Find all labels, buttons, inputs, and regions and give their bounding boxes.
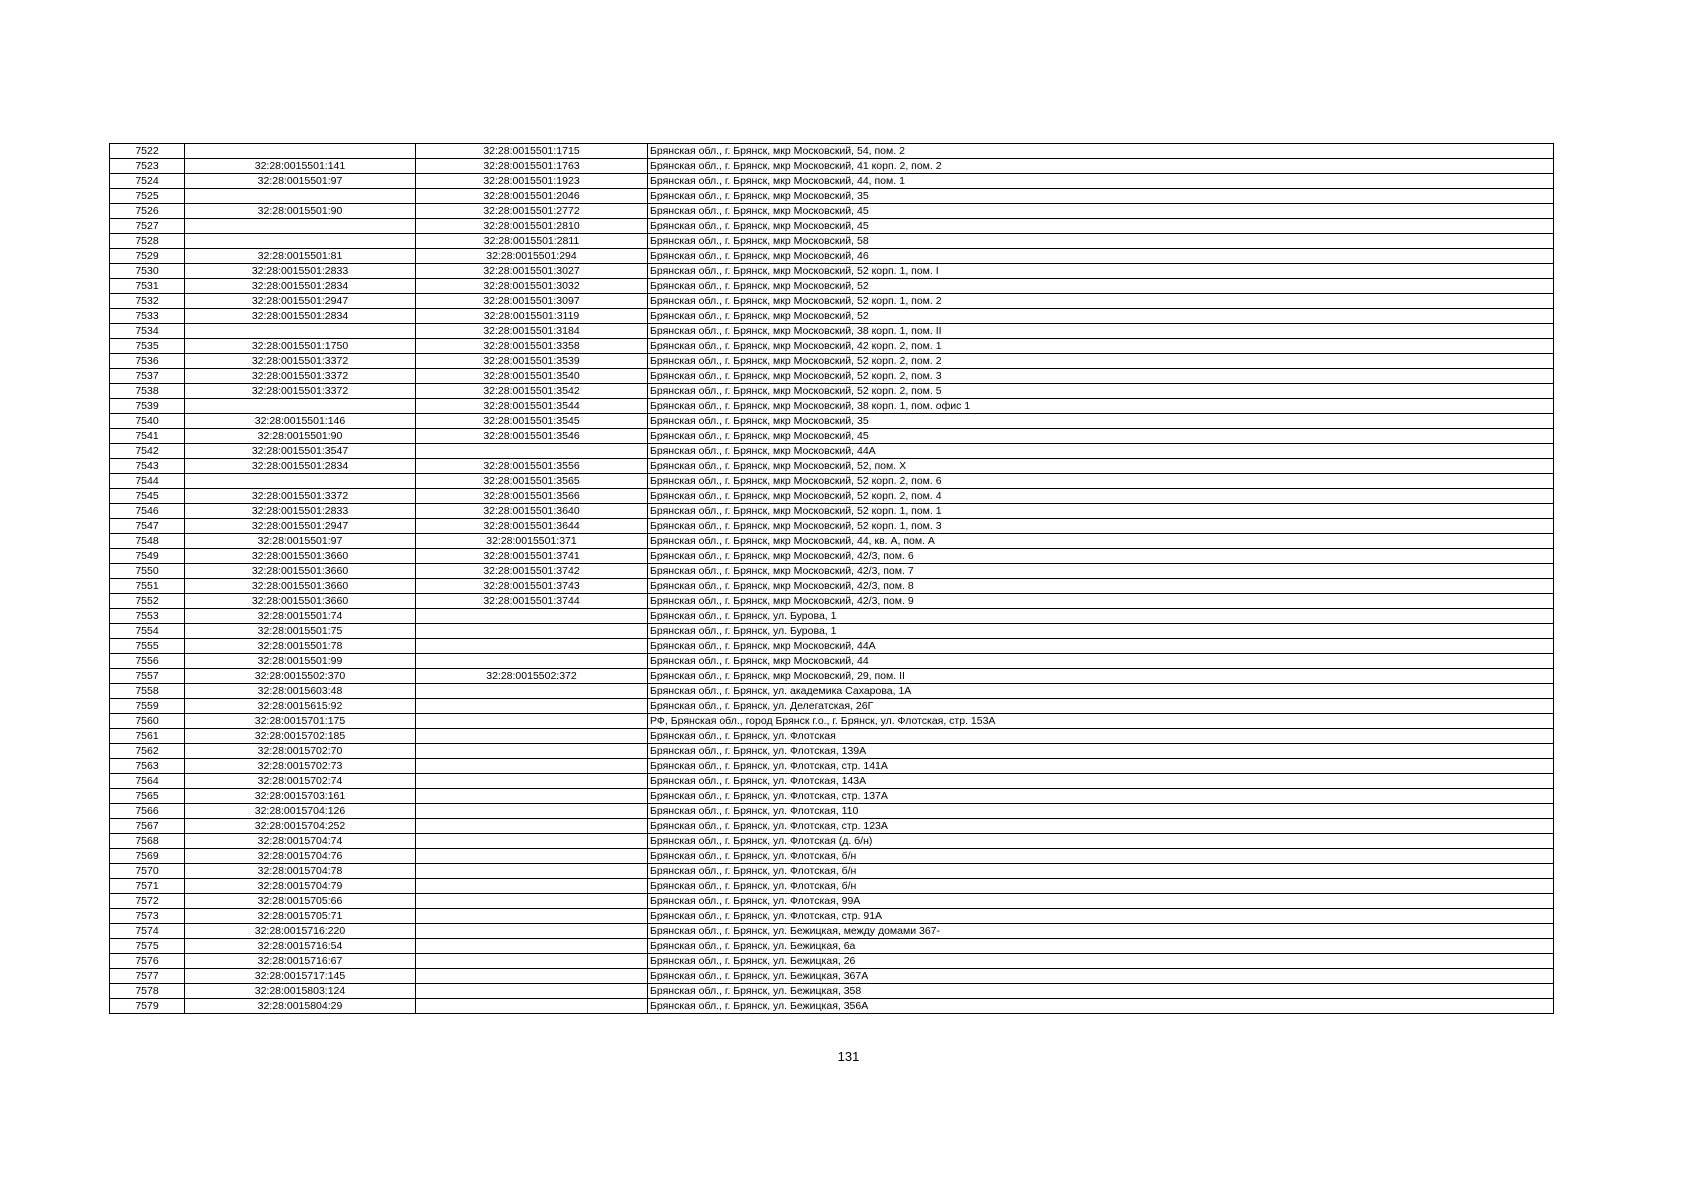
row-number-cell: 7528 — [110, 234, 185, 249]
table-row — [110, 654, 1554, 669]
table-row — [110, 564, 1554, 579]
row-number-cell: 7549 — [110, 549, 185, 564]
address-cell: Брянская обл., г. Брянск, мкр Московский, 52 корп. 1, пом. 3 — [648, 519, 1554, 534]
object-number-cell — [416, 864, 648, 879]
cadastral-number-cell: 32:28:0015702:185 — [185, 729, 416, 744]
address-cell: Брянская обл., г. Брянск, мкр Московский, 44А — [648, 444, 1554, 459]
cadastral-number-cell: 32:28:0015501:78 — [185, 639, 416, 654]
object-number-cell — [416, 969, 648, 984]
table-row — [110, 819, 1554, 834]
address-cell: Брянская обл., г. Брянск, мкр Московский, 52 корп. 1, пом. I — [648, 264, 1554, 279]
object-number-cell: 32:28:0015501:3184 — [416, 324, 648, 339]
row-number-cell: 7539 — [110, 399, 185, 414]
table-row — [110, 399, 1554, 414]
cadastral-number-cell: 32:28:0015501:75 — [185, 624, 416, 639]
object-number-cell: 32:28:0015501:3540 — [416, 369, 648, 384]
object-number-cell: 32:28:0015502:372 — [416, 669, 648, 684]
row-number-cell: 7533 — [110, 309, 185, 324]
object-number-cell — [416, 624, 648, 639]
cadastral-number-cell — [185, 144, 416, 159]
row-number-cell: 7576 — [110, 954, 185, 969]
table-row — [110, 849, 1554, 864]
object-number-cell: 32:28:0015501:1715 — [416, 144, 648, 159]
address-cell: Брянская обл., г. Брянск, ул. академика Сахарова, 1А — [648, 684, 1554, 699]
cadastral-number-cell: 32:28:0015501:3660 — [185, 579, 416, 594]
cadastral-number-cell: 32:28:0015501:3372 — [185, 489, 416, 504]
row-number-cell: 7552 — [110, 594, 185, 609]
cadastral-number-cell: 32:28:0015716:67 — [185, 954, 416, 969]
table-row — [110, 369, 1554, 384]
row-number-cell: 7578 — [110, 984, 185, 999]
table-row — [110, 384, 1554, 399]
address-cell: Брянская обл., г. Брянск, мкр Московский, 42/3, пом. 7 — [648, 564, 1554, 579]
table-row — [110, 459, 1554, 474]
row-number-cell: 7560 — [110, 714, 185, 729]
row-number-cell: 7579 — [110, 999, 185, 1014]
address-cell: Брянская обл., г. Брянск, мкр Московский, 52 — [648, 309, 1554, 324]
table-row — [110, 879, 1554, 894]
object-number-cell — [416, 909, 648, 924]
table-row — [110, 279, 1554, 294]
table-row — [110, 894, 1554, 909]
address-cell: Брянская обл., г. Брянск, мкр Московский, 44А — [648, 639, 1554, 654]
address-cell: Брянская обл., г. Брянск, мкр Московский, 46 — [648, 249, 1554, 264]
row-number-cell: 7569 — [110, 849, 185, 864]
address-cell: Брянская обл., г. Брянск, ул. Флотская, стр. 141А — [648, 759, 1554, 774]
table-row — [110, 534, 1554, 549]
cadastral-number-cell: 32:28:0015501:90 — [185, 204, 416, 219]
object-number-cell: 32:28:0015501:3358 — [416, 339, 648, 354]
cadastral-number-cell: 32:28:0015804:29 — [185, 999, 416, 1014]
object-number-cell — [416, 924, 648, 939]
table-row — [110, 264, 1554, 279]
object-number-cell: 32:28:0015501:2772 — [416, 204, 648, 219]
table-row — [110, 774, 1554, 789]
table-row — [110, 324, 1554, 339]
table-row — [110, 729, 1554, 744]
object-number-cell — [416, 849, 648, 864]
address-cell: Брянская обл., г. Брянск, ул. Бурова, 1 — [648, 624, 1554, 639]
table-body — [110, 144, 1554, 1014]
row-number-cell: 7531 — [110, 279, 185, 294]
table-row — [110, 744, 1554, 759]
address-cell: Брянская обл., г. Брянск, ул. Флотская, б/н — [648, 849, 1554, 864]
table-row — [110, 789, 1554, 804]
cadastral-number-cell: 32:28:0015702:70 — [185, 744, 416, 759]
address-cell: Брянская обл., г. Брянск, мкр Московский, 35 — [648, 189, 1554, 204]
object-number-cell: 32:28:0015501:3741 — [416, 549, 648, 564]
object-number-cell: 32:28:0015501:3565 — [416, 474, 648, 489]
object-number-cell: 32:28:0015501:3556 — [416, 459, 648, 474]
cadastral-number-cell: 32:28:0015501:74 — [185, 609, 416, 624]
row-number-cell: 7527 — [110, 219, 185, 234]
address-cell: Брянская обл., г. Брянск, мкр Московский, 52 корп. 1, пом. 2 — [648, 294, 1554, 309]
object-number-cell — [416, 894, 648, 909]
address-cell: Брянская обл., г. Брянск, ул. Флотская, стр. 123А — [648, 819, 1554, 834]
table-row — [110, 144, 1554, 159]
row-number-cell: 7546 — [110, 504, 185, 519]
address-cell: Брянская обл., г. Брянск, ул. Бежицкая, 358 — [648, 984, 1554, 999]
row-number-cell: 7542 — [110, 444, 185, 459]
table-row — [110, 519, 1554, 534]
cadastral-number-cell: 32:28:0015501:3372 — [185, 384, 416, 399]
object-number-cell: 32:28:0015501:3546 — [416, 429, 648, 444]
address-cell: РФ, Брянская обл., город Брянск г.о., г. Брянск, ул. Флотская, стр. 153А — [648, 714, 1554, 729]
table-row — [110, 624, 1554, 639]
address-cell: Брянская обл., г. Брянск, ул. Флотская, стр. 137А — [648, 789, 1554, 804]
row-number-cell: 7568 — [110, 834, 185, 849]
object-number-cell — [416, 744, 648, 759]
table-row — [110, 699, 1554, 714]
row-number-cell: 7529 — [110, 249, 185, 264]
object-number-cell — [416, 699, 648, 714]
row-number-cell: 7545 — [110, 489, 185, 504]
row-number-cell: 7571 — [110, 879, 185, 894]
table-row — [110, 984, 1554, 999]
object-number-cell — [416, 999, 648, 1014]
table-row — [110, 864, 1554, 879]
row-number-cell: 7538 — [110, 384, 185, 399]
object-number-cell — [416, 804, 648, 819]
cadastral-number-cell: 32:28:0015603:48 — [185, 684, 416, 699]
object-number-cell: 32:28:0015501:3744 — [416, 594, 648, 609]
table-row — [110, 444, 1554, 459]
object-number-cell: 32:28:0015501:1923 — [416, 174, 648, 189]
cadastral-number-cell: 32:28:0015501:2833 — [185, 504, 416, 519]
cadastral-number-cell: 32:28:0015704:252 — [185, 819, 416, 834]
row-number-cell: 7541 — [110, 429, 185, 444]
row-number-cell: 7553 — [110, 609, 185, 624]
table-row — [110, 174, 1554, 189]
address-cell: Брянская обл., г. Брянск, ул. Флотская, 139А — [648, 744, 1554, 759]
row-number-cell: 7522 — [110, 144, 185, 159]
object-number-cell — [416, 984, 648, 999]
table-row — [110, 414, 1554, 429]
cadastral-number-cell: 32:28:0015501:1750 — [185, 339, 416, 354]
address-cell: Брянская обл., г. Брянск, мкр Московский, 41 корп. 2, пом. 2 — [648, 159, 1554, 174]
object-number-cell — [416, 609, 648, 624]
row-number-cell: 7534 — [110, 324, 185, 339]
address-cell: Брянская обл., г. Брянск, мкр Московский, 42/3, пом. 8 — [648, 579, 1554, 594]
table-row — [110, 504, 1554, 519]
address-cell: Брянская обл., г. Брянск, мкр Московский, 45 — [648, 219, 1554, 234]
row-number-cell: 7551 — [110, 579, 185, 594]
cadastral-number-cell: 32:28:0015501:2947 — [185, 294, 416, 309]
address-cell: Брянская обл., г. Брянск, мкр Московский, 45 — [648, 204, 1554, 219]
address-cell: Брянская обл., г. Брянск, мкр Московский, 38 корп. 1, пом. офис 1 — [648, 399, 1554, 414]
table-row — [110, 429, 1554, 444]
cadastral-number-cell: 32:28:0015501:2947 — [185, 519, 416, 534]
cadastral-number-cell — [185, 474, 416, 489]
table-row — [110, 309, 1554, 324]
cadastral-number-cell: 32:28:0015704:76 — [185, 849, 416, 864]
table-row — [110, 189, 1554, 204]
row-number-cell: 7575 — [110, 939, 185, 954]
cadastral-number-cell: 32:28:0015716:220 — [185, 924, 416, 939]
object-number-cell: 32:28:0015501:2046 — [416, 189, 648, 204]
table-row — [110, 234, 1554, 249]
object-number-cell — [416, 759, 648, 774]
table-row — [110, 969, 1554, 984]
row-number-cell: 7566 — [110, 804, 185, 819]
address-cell: Брянская обл., г. Брянск, ул. Флотская, 143А — [648, 774, 1554, 789]
row-number-cell: 7537 — [110, 369, 185, 384]
row-number-cell: 7543 — [110, 459, 185, 474]
address-cell: Брянская обл., г. Брянск, мкр Московский, 52 корп. 2, пом. 4 — [648, 489, 1554, 504]
object-number-cell: 32:28:0015501:3545 — [416, 414, 648, 429]
object-number-cell — [416, 639, 648, 654]
table-row — [110, 759, 1554, 774]
table-row — [110, 924, 1554, 939]
cadastral-number-cell: 32:28:0015702:73 — [185, 759, 416, 774]
object-number-cell: 32:28:0015501:3539 — [416, 354, 648, 369]
row-number-cell: 7532 — [110, 294, 185, 309]
address-cell: Брянская обл., г. Брянск, ул. Бежицкая, 6а — [648, 939, 1554, 954]
address-cell: Брянская обл., г. Брянск, мкр Московский, 45 — [648, 429, 1554, 444]
object-number-cell — [416, 684, 648, 699]
address-cell: Брянская обл., г. Брянск, мкр Московский, 44 — [648, 654, 1554, 669]
table-row — [110, 354, 1554, 369]
address-cell: Брянская обл., г. Брянск, мкр Московский, 52 корп. 2, пом. 3 — [648, 369, 1554, 384]
cadastral-number-cell: 32:28:0015501:2833 — [185, 264, 416, 279]
cadastral-number-cell: 32:28:0015501:81 — [185, 249, 416, 264]
cadastral-number-cell: 32:28:0015501:3372 — [185, 354, 416, 369]
table-row — [110, 834, 1554, 849]
object-number-cell — [416, 879, 648, 894]
object-number-cell: 32:28:0015501:3566 — [416, 489, 648, 504]
row-number-cell: 7544 — [110, 474, 185, 489]
row-number-cell: 7570 — [110, 864, 185, 879]
cadastral-number-cell: 32:28:0015501:146 — [185, 414, 416, 429]
object-number-cell — [416, 834, 648, 849]
address-cell: Брянская обл., г. Брянск, ул. Делегатская, 26Г — [648, 699, 1554, 714]
cadastral-number-cell: 32:28:0015502:370 — [185, 669, 416, 684]
address-cell: Брянская обл., г. Брянск, мкр Московский, 44, пом. 1 — [648, 174, 1554, 189]
cadastral-number-cell: 32:28:0015501:2834 — [185, 279, 416, 294]
cadastral-number-cell: 32:28:0015716:54 — [185, 939, 416, 954]
row-number-cell: 7530 — [110, 264, 185, 279]
row-number-cell: 7573 — [110, 909, 185, 924]
table-row — [110, 549, 1554, 564]
cadastral-number-cell: 32:28:0015501:99 — [185, 654, 416, 669]
cadastral-number-cell: 32:28:0015704:126 — [185, 804, 416, 819]
page-number: 131 — [837, 1049, 860, 1064]
row-number-cell: 7572 — [110, 894, 185, 909]
row-number-cell: 7548 — [110, 534, 185, 549]
object-number-cell: 32:28:0015501:3032 — [416, 279, 648, 294]
cadastral-number-cell: 32:28:0015704:74 — [185, 834, 416, 849]
cadastral-number-cell: 32:28:0015701:175 — [185, 714, 416, 729]
object-number-cell: 32:28:0015501:3027 — [416, 264, 648, 279]
object-number-cell: 32:28:0015501:294 — [416, 249, 648, 264]
address-cell: Брянская обл., г. Брянск, ул. Флотская (д. б/н) — [648, 834, 1554, 849]
address-cell: Брянская обл., г. Брянск, ул. Бежицкая, между домами 367- — [648, 924, 1554, 939]
address-cell: Брянская обл., г. Брянск, мкр Московский, 52 корп. 1, пом. 1 — [648, 504, 1554, 519]
cadastral-number-cell: 32:28:0015501:3547 — [185, 444, 416, 459]
row-number-cell: 7536 — [110, 354, 185, 369]
table-row — [110, 909, 1554, 924]
cadastral-number-cell: 32:28:0015501:90 — [185, 429, 416, 444]
table-row — [110, 669, 1554, 684]
object-number-cell: 32:28:0015501:371 — [416, 534, 648, 549]
table-row — [110, 249, 1554, 264]
object-number-cell — [416, 444, 648, 459]
row-number-cell: 7558 — [110, 684, 185, 699]
address-cell: Брянская обл., г. Брянск, мкр Московский, 52, пом. X — [648, 459, 1554, 474]
address-cell: Брянская обл., г. Брянск, ул. Бежицкая, 356А — [648, 999, 1554, 1014]
object-number-cell — [416, 774, 648, 789]
table-row — [110, 804, 1554, 819]
object-number-cell: 32:28:0015501:3097 — [416, 294, 648, 309]
row-number-cell: 7559 — [110, 699, 185, 714]
cadastral-number-cell: 32:28:0015702:74 — [185, 774, 416, 789]
address-cell: Брянская обл., г. Брянск, мкр Московский, 38 корп. 1, пом. II — [648, 324, 1554, 339]
cadastral-number-cell: 32:28:0015501:2834 — [185, 459, 416, 474]
address-cell: Брянская обл., г. Брянск, мкр Московский, 58 — [648, 234, 1554, 249]
cadastral-number-cell: 32:28:0015703:161 — [185, 789, 416, 804]
address-cell: Брянская обл., г. Брянск, мкр Московский, 52 корп. 2, пом. 6 — [648, 474, 1554, 489]
table-row — [110, 609, 1554, 624]
row-number-cell: 7550 — [110, 564, 185, 579]
row-number-cell: 7563 — [110, 759, 185, 774]
object-number-cell — [416, 954, 648, 969]
table-row — [110, 159, 1554, 174]
table-row — [110, 594, 1554, 609]
address-cell: Брянская обл., г. Брянск, ул. Бурова, 1 — [648, 609, 1554, 624]
object-number-cell — [416, 729, 648, 744]
address-cell: Брянская обл., г. Брянск, мкр Московский, 42/3, пом. 9 — [648, 594, 1554, 609]
table-row — [110, 219, 1554, 234]
object-number-cell: 32:28:0015501:3644 — [416, 519, 648, 534]
object-number-cell — [416, 819, 648, 834]
cadastral-number-cell — [185, 189, 416, 204]
row-number-cell: 7577 — [110, 969, 185, 984]
table-row — [110, 489, 1554, 504]
row-number-cell: 7567 — [110, 819, 185, 834]
address-cell: Брянская обл., г. Брянск, ул. Флотская — [648, 729, 1554, 744]
cadastral-number-cell: 32:28:0015704:79 — [185, 879, 416, 894]
row-number-cell: 7555 — [110, 639, 185, 654]
address-cell: Брянская обл., г. Брянск, мкр Московский, 54, пом. 2 — [648, 144, 1554, 159]
address-cell: Брянская обл., г. Брянск, ул. Флотская, б/н — [648, 864, 1554, 879]
object-number-cell: 32:28:0015501:3544 — [416, 399, 648, 414]
object-number-cell — [416, 939, 648, 954]
table-row — [110, 294, 1554, 309]
object-number-cell — [416, 714, 648, 729]
row-number-cell: 7540 — [110, 414, 185, 429]
row-number-cell: 7554 — [110, 624, 185, 639]
cadastral-number-cell — [185, 219, 416, 234]
cadastral-number-cell: 32:28:0015501:3372 — [185, 369, 416, 384]
cadastral-number-cell: 32:28:0015717:145 — [185, 969, 416, 984]
row-number-cell: 7561 — [110, 729, 185, 744]
row-number-cell: 7524 — [110, 174, 185, 189]
cadastral-number-cell — [185, 399, 416, 414]
object-number-cell: 32:28:0015501:1763 — [416, 159, 648, 174]
object-number-cell — [416, 789, 648, 804]
object-number-cell: 32:28:0015501:3743 — [416, 579, 648, 594]
cadastral-number-cell: 32:28:0015615:92 — [185, 699, 416, 714]
row-number-cell: 7564 — [110, 774, 185, 789]
address-cell: Брянская обл., г. Брянск, мкр Московский, 52 корп. 2, пом. 5 — [648, 384, 1554, 399]
cadastral-number-cell: 32:28:0015501:97 — [185, 174, 416, 189]
table-row — [110, 339, 1554, 354]
row-number-cell: 7523 — [110, 159, 185, 174]
cadastral-number-cell: 32:28:0015705:71 — [185, 909, 416, 924]
object-number-cell: 32:28:0015501:3742 — [416, 564, 648, 579]
object-number-cell: 32:28:0015501:2811 — [416, 234, 648, 249]
object-number-cell: 32:28:0015501:3542 — [416, 384, 648, 399]
cadastral-number-cell: 32:28:0015501:3660 — [185, 594, 416, 609]
cadastral-number-cell: 32:28:0015803:124 — [185, 984, 416, 999]
address-cell: Брянская обл., г. Брянск, ул. Флотская, 110 — [648, 804, 1554, 819]
table-row — [110, 939, 1554, 954]
cadastral-number-cell: 32:28:0015501:97 — [185, 534, 416, 549]
cadastral-number-cell: 32:28:0015705:66 — [185, 894, 416, 909]
row-number-cell: 7525 — [110, 189, 185, 204]
table-row — [110, 684, 1554, 699]
table-row — [110, 999, 1554, 1014]
address-cell: Брянская обл., г. Брянск, ул. Флотская, б/н — [648, 879, 1554, 894]
address-cell: Брянская обл., г. Брянск, мкр Московский, 52 корп. 2, пом. 2 — [648, 354, 1554, 369]
address-cell: Брянская обл., г. Брянск, мкр Московский, 35 — [648, 414, 1554, 429]
row-number-cell: 7562 — [110, 744, 185, 759]
table-row — [110, 954, 1554, 969]
address-cell: Брянская обл., г. Брянск, ул. Бежицкая, 26 — [648, 954, 1554, 969]
address-cell: Брянская обл., г. Брянск, мкр Московский, 29, пом. II — [648, 669, 1554, 684]
table-row — [110, 714, 1554, 729]
row-number-cell: 7526 — [110, 204, 185, 219]
object-number-cell: 32:28:0015501:3640 — [416, 504, 648, 519]
object-number-cell: 32:28:0015501:2810 — [416, 219, 648, 234]
row-number-cell: 7535 — [110, 339, 185, 354]
row-number-cell: 7557 — [110, 669, 185, 684]
cadastral-number-cell: 32:28:0015501:3660 — [185, 549, 416, 564]
registry-table — [109, 143, 1554, 1014]
row-number-cell: 7547 — [110, 519, 185, 534]
table-row — [110, 639, 1554, 654]
address-cell: Брянская обл., г. Брянск, мкр Московский, 42 корп. 2, пом. 1 — [648, 339, 1554, 354]
cadastral-number-cell: 32:28:0015501:2834 — [185, 309, 416, 324]
cadastral-number-cell: 32:28:0015501:141 — [185, 159, 416, 174]
address-cell: Брянская обл., г. Брянск, ул. Бежицкая, 367А — [648, 969, 1554, 984]
row-number-cell: 7565 — [110, 789, 185, 804]
object-number-cell — [416, 654, 648, 669]
address-cell: Брянская обл., г. Брянск, мкр Московский, 44, кв. А, пом. А — [648, 534, 1554, 549]
table-row — [110, 204, 1554, 219]
table-row — [110, 579, 1554, 594]
address-cell: Брянская обл., г. Брянск, мкр Московский, 52 — [648, 279, 1554, 294]
row-number-cell: 7556 — [110, 654, 185, 669]
table-row — [110, 474, 1554, 489]
address-cell: Брянская обл., г. Брянск, ул. Флотская, стр. 91А — [648, 909, 1554, 924]
cadastral-number-cell — [185, 234, 416, 249]
cadastral-number-cell — [185, 324, 416, 339]
object-number-cell: 32:28:0015501:3119 — [416, 309, 648, 324]
address-cell: Брянская обл., г. Брянск, ул. Флотская, 99А — [648, 894, 1554, 909]
cadastral-number-cell: 32:28:0015501:3660 — [185, 564, 416, 579]
cadastral-number-cell: 32:28:0015704:78 — [185, 864, 416, 879]
row-number-cell: 7574 — [110, 924, 185, 939]
address-cell: Брянская обл., г. Брянск, мкр Московский, 42/3, пом. 6 — [648, 549, 1554, 564]
